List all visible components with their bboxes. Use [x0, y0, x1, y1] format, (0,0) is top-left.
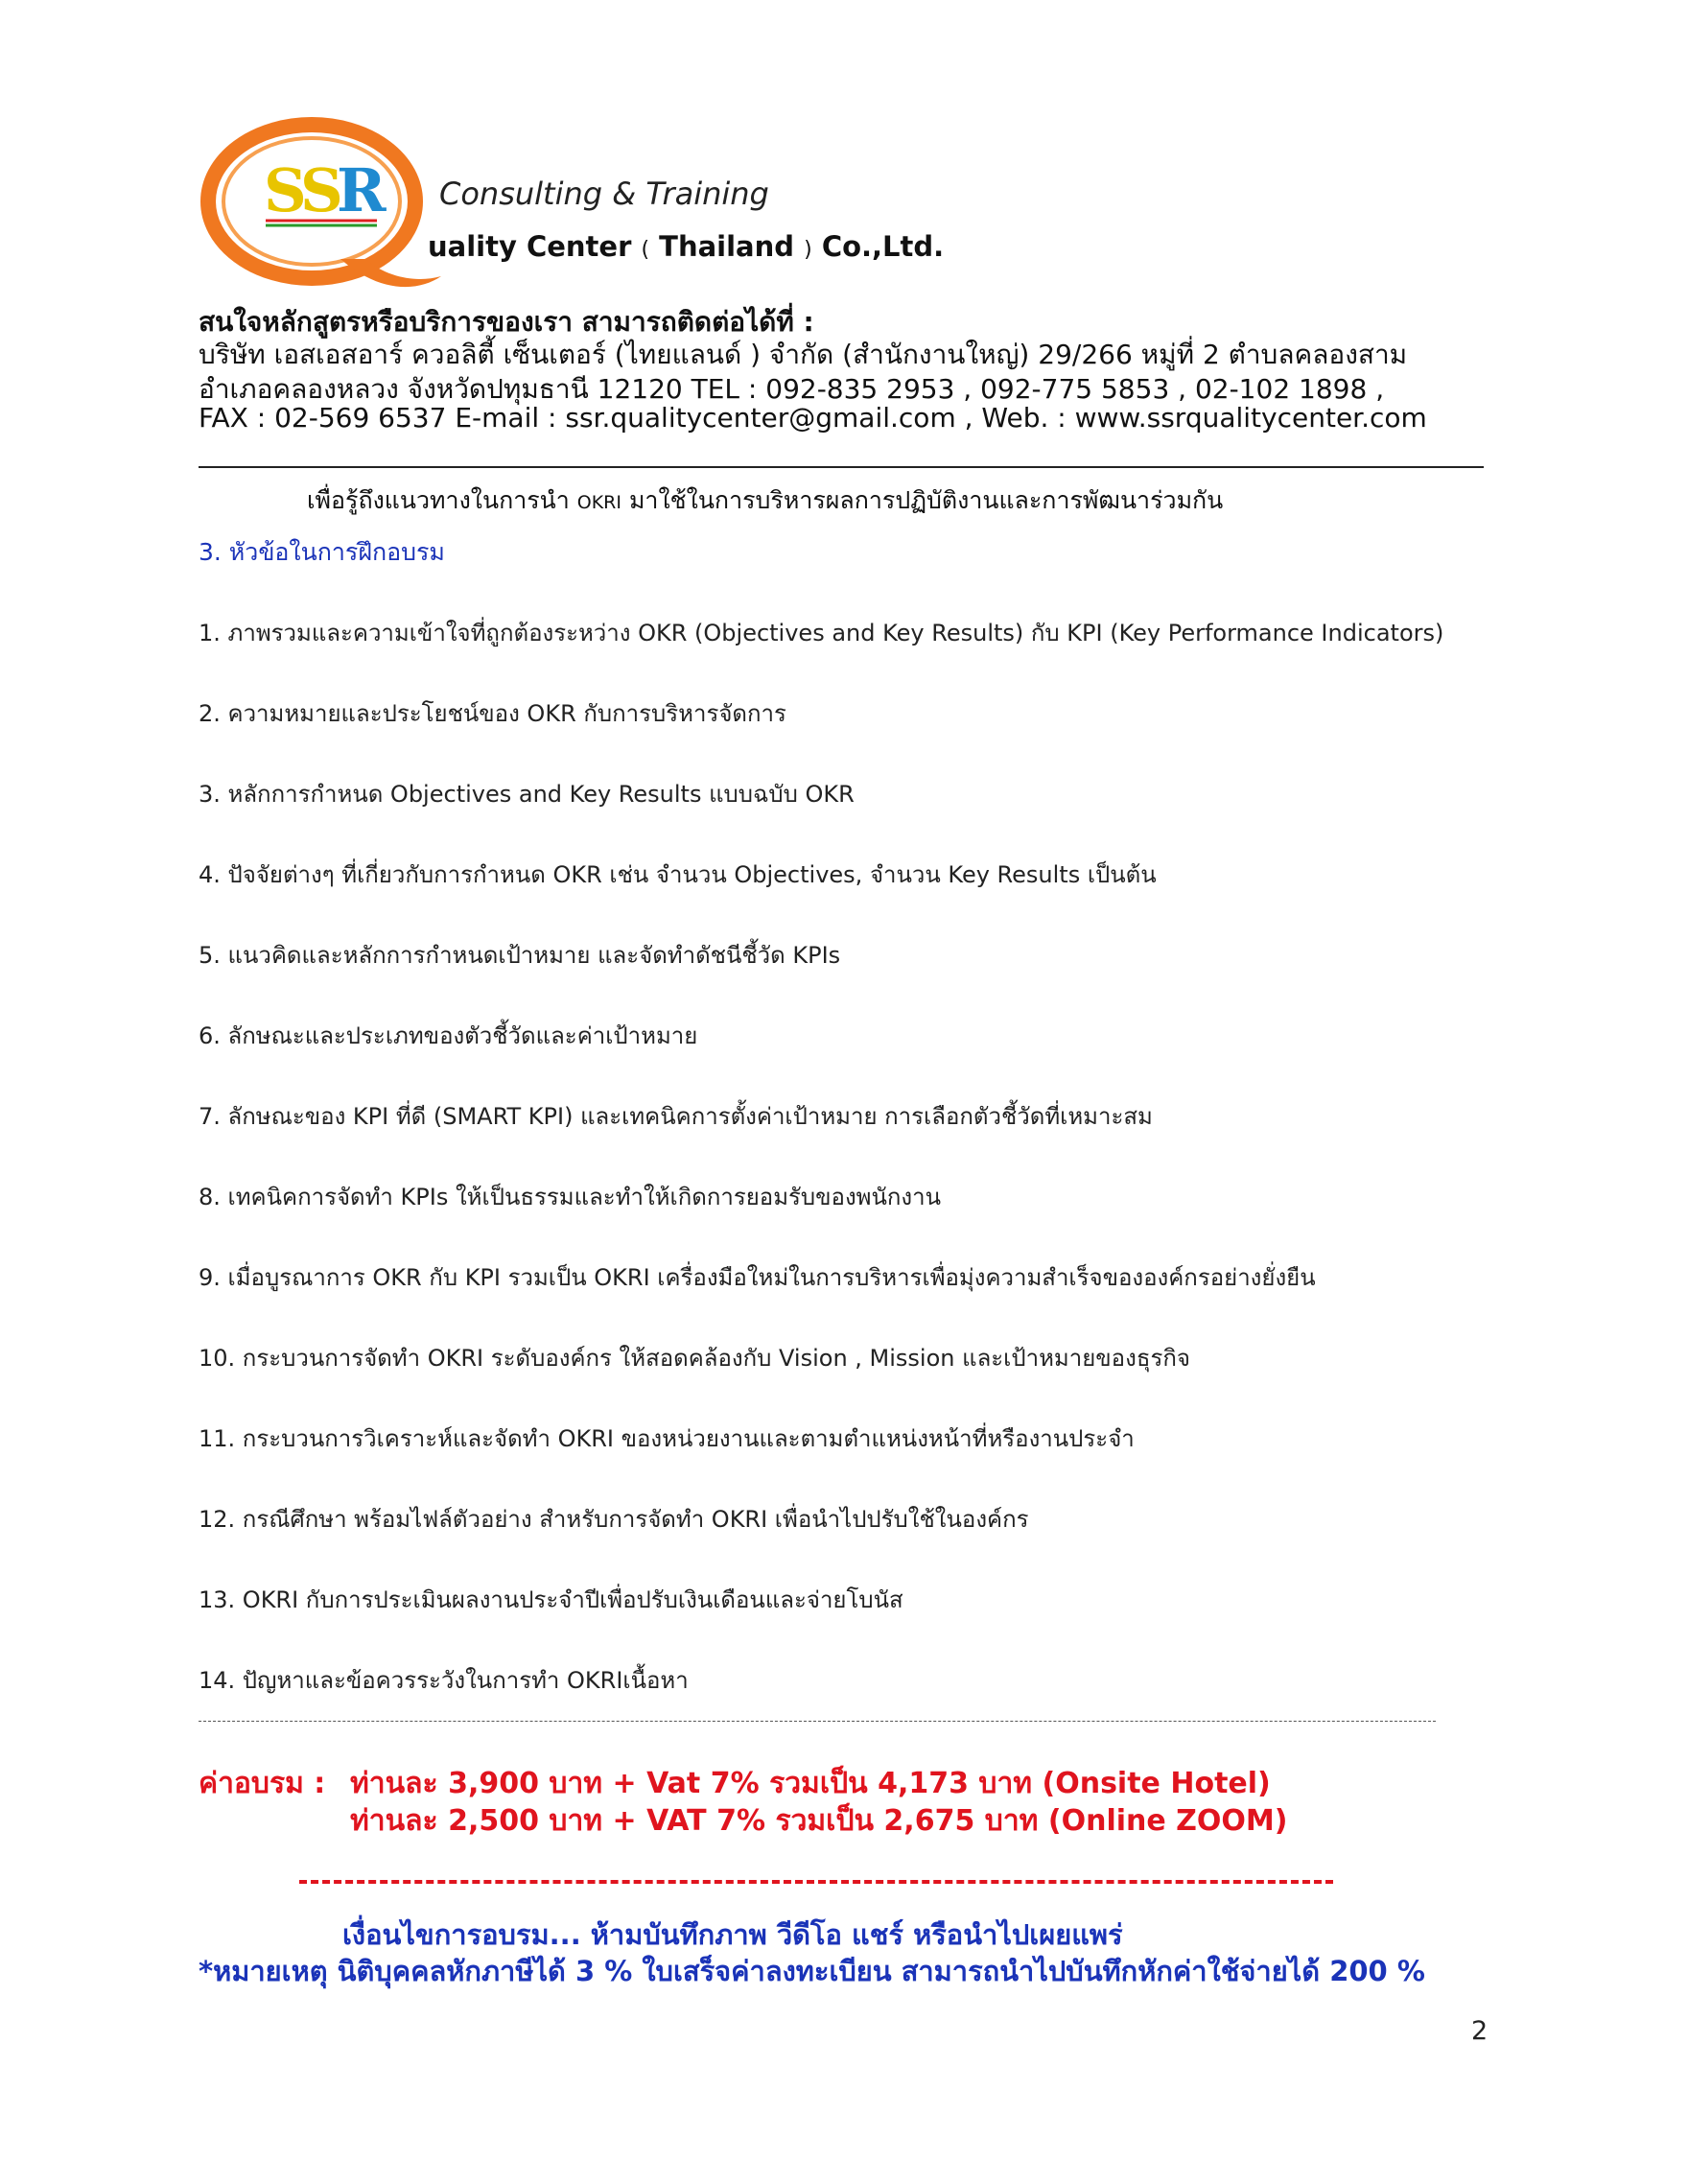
- ssr-q-logo-graphic: [197, 115, 446, 297]
- company-tagline: Consulting & Training: [439, 176, 769, 212]
- company-name-prefix: uality Center: [428, 230, 642, 263]
- topic-item: 4. ปัจจัยต่างๆ ที่เกี่ยวกับการกำหนด OKR เช่น จำนวน Objectives, จำนวน Key Results เป็นต้น: [199, 861, 1157, 888]
- contact-phone-line: อำเภอคลองหลวง จังหวัดปทุมธานี 12120 TEL : 092-835 2953 , 092-775 5853 , 02-102 1898 ,: [199, 373, 1385, 405]
- topic-item: 10. กระบวนการจัดทำ OKRI ระดับองค์กร ให้สอดคล้องกับ Vision , Mission และเป้าหมายของธุรกิจ: [199, 1345, 1190, 1372]
- objective-after: มาใช้ในการบริหารผลการปฏิบัติงานและการพัฒนาร่วมกัน: [621, 486, 1224, 514]
- page-number: 2: [1471, 2016, 1489, 2046]
- price-online: ท่านละ 2,500 บาท + VAT 7% รวมเป็น 2,675 บาท (Online ZOOM): [350, 1804, 1288, 1838]
- topic-item: 8. เทคนิคการจัดทำ KPIs ให้เป็นธรรมและทำให้เกิดการยอมรับของพนักงาน: [199, 1184, 942, 1210]
- contact-heading: สนใจหลักสูตรหรือบริการของเรา สามารถติดต่อได้ที่ :: [199, 306, 814, 338]
- objective-before: เพื่อรู้ถึงแนวทางในการนำ: [307, 486, 577, 514]
- contact-address-line: บริษัท เอสเอสอาร์ ควอลิตี้ เซ็นเตอร์ (ไทยแลนด์ ) จำกัด (สำนักงานใหญ่) 29/266 หมู่ที่ 2 ตำบลคลองสาม: [199, 339, 1408, 370]
- topic-item: 2. ความหมายและประโยชน์ของ OKR กับการบริหารจัดการ: [199, 700, 786, 727]
- section-title: 3. หัวข้อในการฝึกอบรม: [199, 538, 445, 566]
- company-logo: [197, 115, 446, 297]
- logo-letter-r: R: [337, 155, 387, 225]
- company-paren-open: (: [641, 238, 650, 262]
- company-name-suffix: Co.,Ltd.: [811, 230, 945, 263]
- topic-item: 14. ปัญหาและข้อควรระวังในการทำ OKRIเนื้อหา: [199, 1667, 689, 1694]
- topic-item: 11. กระบวนการวิเคราะห์และจัดทำ OKRI ของหน่วยงานและตามตำแหน่งหน้าที่หรืองานประจำ: [199, 1425, 1135, 1452]
- topic-item: 12. กรณีศึกษา พร้อมไฟล์ตัวอย่าง สำหรับการจัดทำ OKRI เพื่อนำไปปรับใช้ในองค์กร: [199, 1506, 1029, 1533]
- topic-item: 1. ภาพรวมและความเข้าใจที่ถูกต้องระหว่าง OKR (Objectives and Key Results) กับ KPI (Key Performance Indicators): [199, 620, 1444, 646]
- red-dashed-divider: [299, 1880, 1333, 1884]
- section-dashed-divider: [199, 1721, 1436, 1722]
- price-onsite: ท่านละ 3,900 บาท + Vat 7% รวมเป็น 4,173 บาท (Onsite Hotel): [350, 1767, 1271, 1800]
- topic-item: 7. ลักษณะของ KPI ที่ดี (SMART KPI) และเทคนิคการตั้งค่าเป้าหมาย การเลือกตัวชี้วัดที่เหมาะสม: [199, 1103, 1153, 1130]
- company-country: Thailand: [649, 230, 805, 263]
- company-name: [428, 230, 944, 263]
- topic-item: 3. หลักการกำหนด Objectives and Key Results แบบฉบับ OKR: [199, 781, 855, 808]
- contact-fax-email-line: FAX : 02-569 6537 E-mail : ssr.qualitycenter@gmail.com , Web. : www.ssrqualitycenter.com: [199, 402, 1427, 434]
- logo-letter-s1: S: [264, 155, 307, 225]
- price-label: ค่าอบรม :: [199, 1767, 326, 1800]
- objective-text: [307, 481, 1223, 520]
- company-paren-close: ): [804, 238, 812, 262]
- topic-item: 13. OKRI กับการประเมินผลงานประจำปีเพื่อปรับเงินเดือนและจ่ายโบนัส: [199, 1586, 903, 1613]
- tax-note: *หมายเหตุ นิติบุคคลหักภาษีได้ 3 % ใบเสร็จค่าลงทะเบียน สามารถนำไปบันทึกหักค่าใช้จ่ายได้ 200 %: [199, 1955, 1425, 1987]
- topic-item: 5. แนวคิดและหลักการกำหนดเป้าหมาย และจัดทำดัชนีชี้วัด KPIs: [199, 942, 841, 969]
- logo-letter-s2: S: [300, 155, 343, 225]
- training-condition: เงื่อนไขการอบรม... ห้ามบันทึกภาพ วีดีโอ แชร์ หรือนำไปเผยแพร่: [342, 1918, 1123, 1951]
- header-divider: [199, 466, 1484, 468]
- objective-okri: OKRI: [576, 492, 621, 513]
- topic-item: 9. เมื่อบูรณาการ OKR กับ KPI รวมเป็น OKRI เครื่องมือใหม่ในการบริหารเพื่อมุ่งความสำเร็จขององค์กรอย่างยั่งยืน: [199, 1264, 1316, 1291]
- topic-item: 6. ลักษณะและประเภทของตัวชี้วัดและค่าเป้าหมาย: [199, 1022, 698, 1049]
